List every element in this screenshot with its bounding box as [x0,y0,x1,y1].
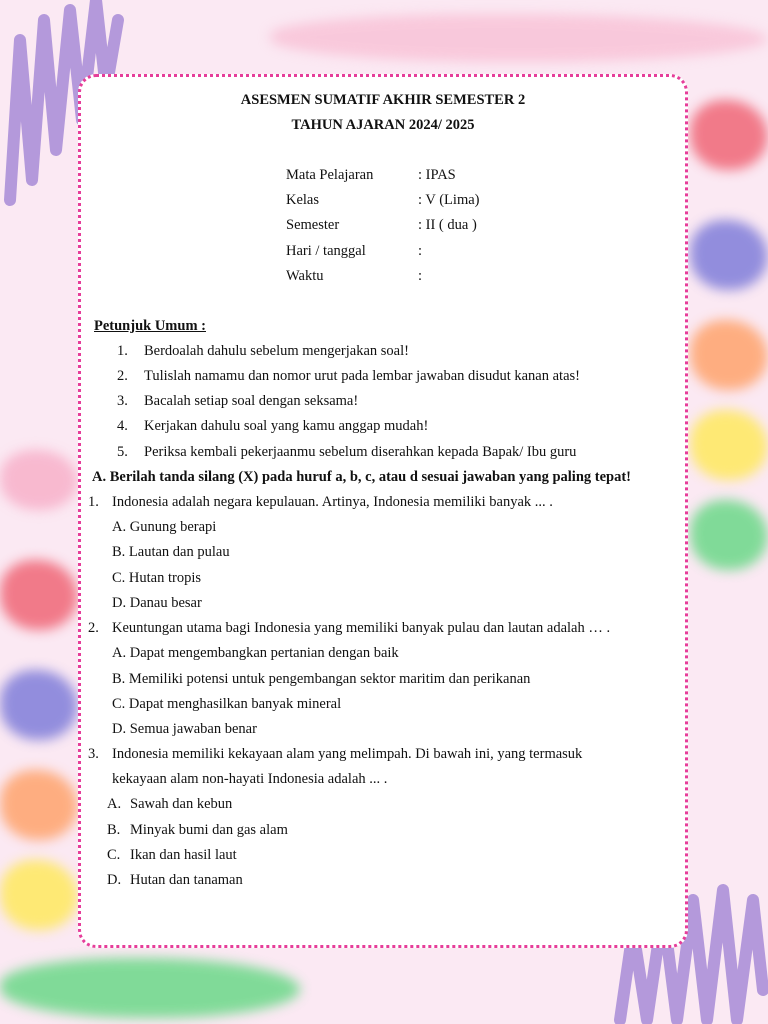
answer-option[interactable]: B. Lautan dan pulau [112,544,230,560]
question-text: Indonesia memiliki kekayaan alam yang melimpah. Di bawah ini, yang termasuk [112,746,583,762]
list-item: Bacalah setiap soal dengan seksama! [144,393,359,409]
section-a-instruction: A. Berilah tanda silang (X) pada huruf a, b, c, atau d sesuai jawaban yang paling tepat! [92,469,632,485]
exam-title: ASESMEN SUMATIF AKHIR SEMESTER 2 [240,92,526,108]
question-number: 1. [88,494,99,510]
answer-option[interactable]: Sawah dan kebun [130,796,233,812]
answer-option[interactable]: B. Memiliki potensi untuk pengembangan sektor maritim dan perikanan [112,671,531,687]
paint-stroke-bottom-decoration [0,950,300,1024]
list-item-number: 3. [117,393,128,409]
question-text: Keuntungan utama bagi Indonesia yang memiliki banyak pulau dan lautan adalah … . [112,620,611,636]
answer-option-letter[interactable]: C. [107,847,121,863]
info-label: Hari / tanggal [286,243,366,259]
info-label: Semester [286,217,340,233]
info-label: Kelas [286,192,320,208]
answer-option-letter[interactable]: A. [107,796,122,812]
exam-sheet [78,74,688,948]
instructions-heading: Petunjuk Umum : [94,318,206,334]
info-label: Mata Pelajaran [286,167,374,183]
list-item: Berdoalah dahulu sebelum mengerjakan soal! [144,343,409,359]
answer-option[interactable]: D. Semua jawaban benar [112,721,257,737]
info-value: : V (Lima) [418,192,480,208]
paint-swatches-left-decoration [0,450,78,930]
list-item: Tulislah namamu dan nomor urut pada lembar jawaban disudut kanan atas! [144,368,580,384]
list-item-number: 5. [117,444,128,460]
info-label: Waktu [286,268,324,284]
question-number: 2. [88,620,99,636]
paint-stroke-top-decoration [270,8,768,68]
answer-option[interactable]: Minyak bumi dan gas alam [130,822,288,838]
answer-option-letter[interactable]: D. [107,872,122,888]
answer-option[interactable]: D. Danau besar [112,595,202,611]
answer-option[interactable]: A. Dapat mengembangkan pertanian dengan baik [112,645,399,661]
answer-option[interactable]: C. Dapat menghasilkan banyak mineral [112,696,342,712]
paint-swatches-right-decoration [690,100,768,580]
info-value: : IPAS [418,167,456,183]
exam-year: TAHUN AJARAN 2024/ 2025 [291,117,475,133]
answer-option[interactable]: C. Hutan tropis [112,570,202,586]
question-text: Indonesia adalah negara kepulauan. Artinya, Indonesia memiliki banyak ... . [112,494,553,510]
answer-option[interactable]: Hutan dan tanaman [130,872,243,888]
question-text: kekayaan alam non-hayati Indonesia adalah ... . [112,771,388,787]
list-item-number: 4. [117,418,128,434]
list-item-number: 2. [117,368,128,384]
answer-option[interactable]: A. Gunung berapi [112,519,217,535]
list-item: Periksa kembali pekerjaanmu sebelum diserahkan kepada Bapak/ Ibu guru [144,444,577,460]
answer-option-letter[interactable]: B. [107,822,121,838]
answer-option[interactable]: Ikan dan hasil laut [130,847,237,863]
info-value: : II ( dua ) [418,217,477,233]
list-item: Kerjakan dahulu soal yang kamu anggap mudah! [144,418,429,434]
list-item-number: 1. [117,343,128,359]
info-value: : [418,243,423,259]
question-number: 3. [88,746,99,762]
info-value: : [418,268,423,284]
